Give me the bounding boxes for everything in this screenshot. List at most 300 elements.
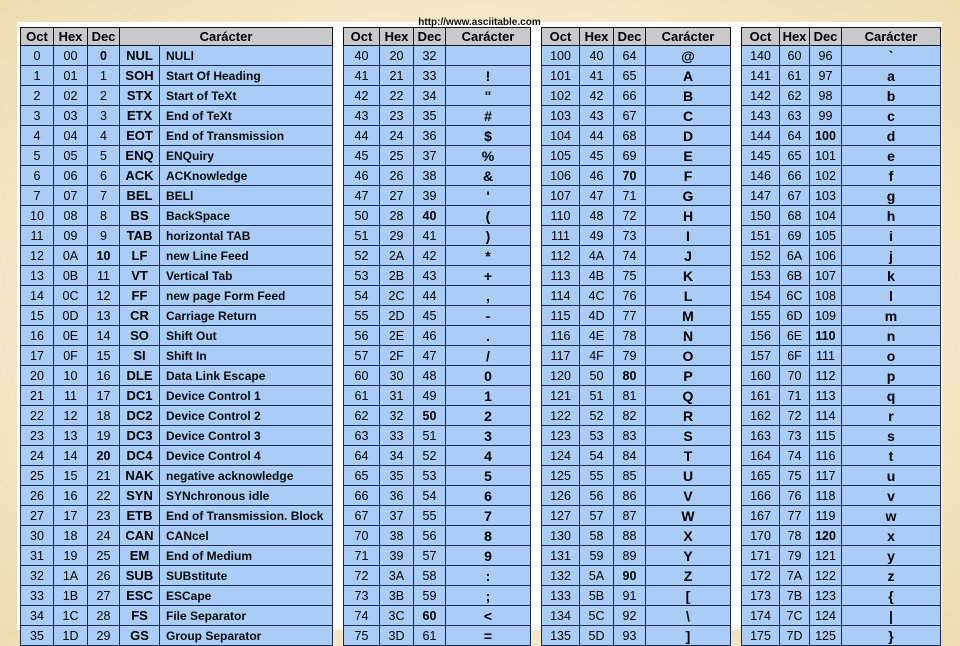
character-cell: 2 (446, 406, 531, 426)
hex-cell: 6E (780, 326, 810, 346)
dec-cell: 109 (810, 306, 842, 326)
dec-cell: 116 (810, 446, 842, 466)
dec-cell: 1 (88, 66, 120, 86)
dec-cell: 27 (88, 586, 120, 606)
dec-cell: 22 (88, 486, 120, 506)
hex-cell: 69 (780, 226, 810, 246)
table-row (542, 626, 731, 646)
table-row (344, 366, 531, 386)
oct-cell: 106 (542, 166, 580, 186)
hex-cell: 18 (54, 526, 88, 546)
table-row (344, 146, 531, 166)
table-row (21, 286, 333, 306)
oct-cell: 67 (344, 506, 380, 526)
table-row (21, 386, 333, 406)
hex-cell: 58 (580, 526, 614, 546)
dec-cell: 117 (810, 466, 842, 486)
oct-cell: 30 (21, 526, 54, 546)
oct-cell: 46 (344, 166, 380, 186)
dec-cell: 13 (88, 306, 120, 326)
control-name-cell: Device Control 2 (160, 406, 333, 426)
table-row (21, 566, 333, 586)
hex-cell: 2B (380, 266, 414, 286)
dec-cell: 4 (88, 126, 120, 146)
table-row (742, 146, 941, 166)
dec-cell: 96 (810, 46, 842, 66)
oct-cell: 115 (542, 306, 580, 326)
dec-cell: 105 (810, 226, 842, 246)
dec-cell: 35 (414, 106, 446, 126)
oct-cell: 56 (344, 326, 380, 346)
hex-cell: 36 (380, 486, 414, 506)
character-cell: X (646, 526, 731, 546)
dec-cell: 107 (810, 266, 842, 286)
oct-cell: 155 (742, 306, 780, 326)
character-cell: 7 (446, 506, 531, 526)
hex-cell: 05 (54, 146, 88, 166)
control-code-cell: SYN (120, 486, 160, 506)
character-cell: S (646, 426, 731, 446)
control-name-cell: Shift Out (160, 326, 333, 346)
character-cell: R (646, 406, 731, 426)
table-row (344, 246, 531, 266)
hex-cell: 20 (380, 46, 414, 66)
table-row (742, 586, 941, 606)
control-code-cell: NAK (120, 466, 160, 486)
table-row (742, 86, 941, 106)
dec-cell: 77 (614, 306, 646, 326)
table-row (742, 46, 941, 66)
dec-cell: 11 (88, 266, 120, 286)
table-row (344, 606, 531, 626)
hex-cell: 40 (580, 46, 614, 66)
dec-cell: 16 (88, 366, 120, 386)
table-row (344, 266, 531, 286)
character-cell: , (446, 286, 531, 306)
table-row (344, 586, 531, 606)
hex-cell: 10 (54, 366, 88, 386)
printable-table-32-61 (343, 27, 531, 646)
control-code-cell: ENQ (120, 146, 160, 166)
character-cell: 6 (446, 486, 531, 506)
oct-cell: 123 (542, 426, 580, 446)
hex-cell: 3A (380, 566, 414, 586)
oct-cell: 42 (344, 86, 380, 106)
hex-cell: 39 (380, 546, 414, 566)
oct-cell: 113 (542, 266, 580, 286)
oct-cell: 10 (21, 206, 54, 226)
dec-cell: 102 (810, 166, 842, 186)
hex-cell: 4F (580, 346, 614, 366)
dec-cell: 76 (614, 286, 646, 306)
oct-cell: 41 (344, 66, 380, 86)
hex-cell: 08 (54, 206, 88, 226)
oct-cell: 14 (21, 286, 54, 306)
hex-cell: 3C (380, 606, 414, 626)
dec-cell: 99 (810, 106, 842, 126)
column-header-hex: Hex (580, 28, 614, 46)
table-row (21, 326, 333, 346)
character-cell: o (842, 346, 941, 366)
character-cell: . (446, 326, 531, 346)
oct-cell: 151 (742, 226, 780, 246)
hex-cell: 50 (580, 366, 614, 386)
hex-cell: 22 (380, 86, 414, 106)
hex-cell: 72 (780, 406, 810, 426)
hex-cell: 6A (780, 246, 810, 266)
hex-cell: 56 (580, 486, 614, 506)
table-row (542, 86, 731, 106)
character-cell: ' (446, 186, 531, 206)
control-code-cell: ACK (120, 166, 160, 186)
hex-cell: 57 (580, 506, 614, 526)
control-code-cell: VT (120, 266, 160, 286)
control-code-cell: EM (120, 546, 160, 566)
hex-cell: 70 (780, 366, 810, 386)
dec-cell: 110 (810, 326, 842, 346)
hex-cell: 35 (380, 466, 414, 486)
dec-cell: 10 (88, 246, 120, 266)
oct-cell: 16 (21, 326, 54, 346)
dec-cell: 82 (614, 406, 646, 426)
dec-cell: 93 (614, 626, 646, 646)
control-code-cell: SOH (120, 66, 160, 86)
hex-cell: 01 (54, 66, 88, 86)
control-code-cell: CAN (120, 526, 160, 546)
hex-cell: 1D (54, 626, 88, 646)
dec-cell: 26 (88, 566, 120, 586)
character-cell: i (842, 226, 941, 246)
table-row (742, 226, 941, 246)
oct-cell: 57 (344, 346, 380, 366)
oct-cell: 64 (344, 446, 380, 466)
oct-cell: 71 (344, 546, 380, 566)
oct-cell: 21 (21, 386, 54, 406)
oct-cell: 111 (542, 226, 580, 246)
character-cell: = (446, 626, 531, 646)
table-row (742, 106, 941, 126)
dec-cell: 42 (414, 246, 446, 266)
oct-cell: 143 (742, 106, 780, 126)
dec-cell: 20 (88, 446, 120, 466)
dec-cell: 81 (614, 386, 646, 406)
oct-cell: 130 (542, 526, 580, 546)
table-row (344, 546, 531, 566)
dec-cell: 104 (810, 206, 842, 226)
oct-cell: 124 (542, 446, 580, 466)
hex-cell: 27 (380, 186, 414, 206)
character-cell: 0 (446, 366, 531, 386)
dec-cell: 115 (810, 426, 842, 446)
control-code-cell: DLE (120, 366, 160, 386)
oct-cell: 162 (742, 406, 780, 426)
table-row (21, 106, 333, 126)
table-row (542, 406, 731, 426)
character-cell: h (842, 206, 941, 226)
character-cell: z (842, 566, 941, 586)
control-name-cell: Data Link Escape (160, 366, 333, 386)
dec-cell: 69 (614, 146, 646, 166)
control-name-cell: ESCape (160, 586, 333, 606)
hex-cell: 14 (54, 446, 88, 466)
table-row (344, 626, 531, 646)
hex-cell: 5D (580, 626, 614, 646)
dec-cell: 41 (414, 226, 446, 246)
table-row (21, 586, 333, 606)
hex-cell: 63 (780, 106, 810, 126)
hex-cell: 48 (580, 206, 614, 226)
dec-cell: 54 (414, 486, 446, 506)
control-code-cell: DC4 (120, 446, 160, 466)
control-name-cell: BackSpace (160, 206, 333, 226)
dec-cell: 71 (614, 186, 646, 206)
character-cell: P (646, 366, 731, 386)
character-cell: N (646, 326, 731, 346)
dec-cell: 58 (414, 566, 446, 586)
hex-cell: 68 (780, 206, 810, 226)
oct-cell: 145 (742, 146, 780, 166)
hex-cell: 29 (380, 226, 414, 246)
hex-cell: 2D (380, 306, 414, 326)
table-row (542, 606, 731, 626)
dec-cell: 78 (614, 326, 646, 346)
control-code-cell: DC2 (120, 406, 160, 426)
table-row (542, 566, 731, 586)
oct-cell: 54 (344, 286, 380, 306)
character-cell: g (842, 186, 941, 206)
oct-cell: 154 (742, 286, 780, 306)
oct-cell: 27 (21, 506, 54, 526)
hex-cell: 67 (780, 186, 810, 206)
dec-cell: 103 (810, 186, 842, 206)
table-row (542, 166, 731, 186)
table-row (542, 346, 731, 366)
control-name-cell: Device Control 4 (160, 446, 333, 466)
dec-cell: 2 (88, 86, 120, 106)
dec-cell: 114 (810, 406, 842, 426)
dec-cell: 57 (414, 546, 446, 566)
control-name-cell: Device Control 1 (160, 386, 333, 406)
dec-cell: 50 (414, 406, 446, 426)
dec-cell: 106 (810, 246, 842, 266)
dec-cell: 52 (414, 446, 446, 466)
hex-cell: 73 (780, 426, 810, 446)
hex-cell: 5B (580, 586, 614, 606)
character-cell: l (842, 286, 941, 306)
hex-cell: 44 (580, 126, 614, 146)
character-cell: - (446, 306, 531, 326)
hex-cell: 77 (780, 506, 810, 526)
hex-cell: 60 (780, 46, 810, 66)
table-row (542, 206, 731, 226)
dec-cell: 34 (414, 86, 446, 106)
dec-cell: 59 (414, 586, 446, 606)
dec-cell: 5 (88, 146, 120, 166)
oct-cell: 17 (21, 346, 54, 366)
oct-cell: 144 (742, 126, 780, 146)
control-code-cell: ESC (120, 586, 160, 606)
column-header-character: Carácter (646, 28, 731, 46)
oct-cell: 72 (344, 566, 380, 586)
oct-cell: 51 (344, 226, 380, 246)
table-row (21, 166, 333, 186)
oct-cell: 61 (344, 386, 380, 406)
character-cell: F (646, 166, 731, 186)
table-row (21, 486, 333, 506)
hex-cell: 61 (780, 66, 810, 86)
hex-cell: 19 (54, 546, 88, 566)
column-header-oct: Oct (742, 28, 780, 46)
oct-cell: 52 (344, 246, 380, 266)
table-row (742, 206, 941, 226)
oct-cell: 110 (542, 206, 580, 226)
control-code-cell: DC3 (120, 426, 160, 446)
control-code-cell: STX (120, 86, 160, 106)
table-row (21, 466, 333, 486)
dec-cell: 112 (810, 366, 842, 386)
hex-cell: 59 (580, 546, 614, 566)
character-cell: M (646, 306, 731, 326)
table-row (21, 66, 333, 86)
table-row (344, 426, 531, 446)
hex-cell: 53 (580, 426, 614, 446)
control-code-cell: ETX (120, 106, 160, 126)
character-cell: k (842, 266, 941, 286)
dec-cell: 123 (810, 586, 842, 606)
hex-cell: 7B (780, 586, 810, 606)
control-code-cell: SUB (120, 566, 160, 586)
dec-cell: 43 (414, 266, 446, 286)
oct-cell: 152 (742, 246, 780, 266)
hex-cell: 07 (54, 186, 88, 206)
control-code-cell: LF (120, 246, 160, 266)
oct-cell: 3 (21, 106, 54, 126)
oct-cell: 134 (542, 606, 580, 626)
oct-cell: 15 (21, 306, 54, 326)
character-cell: : (446, 566, 531, 586)
table-row (742, 446, 941, 466)
table-row (344, 486, 531, 506)
character-cell: # (446, 106, 531, 126)
dec-cell: 37 (414, 146, 446, 166)
table-row (344, 406, 531, 426)
oct-cell: 53 (344, 266, 380, 286)
table-row (21, 526, 333, 546)
dec-cell: 120 (810, 526, 842, 546)
table-row (542, 146, 731, 166)
hex-cell: 4E (580, 326, 614, 346)
character-cell: a (842, 66, 941, 86)
table-row (21, 366, 333, 386)
table-row (542, 106, 731, 126)
character-cell: U (646, 466, 731, 486)
dec-cell: 85 (614, 466, 646, 486)
hex-cell: 0F (54, 346, 88, 366)
table-row (21, 126, 333, 146)
dec-cell: 97 (810, 66, 842, 86)
control-name-cell: negative acknowledge (160, 466, 333, 486)
oct-cell: 164 (742, 446, 780, 466)
table-row (344, 46, 531, 66)
table-row (542, 486, 731, 506)
table-row (344, 386, 531, 406)
table-row (542, 366, 731, 386)
table-row (344, 86, 531, 106)
table-row (542, 306, 731, 326)
hex-cell: 34 (380, 446, 414, 466)
table-row (742, 366, 941, 386)
table-row (21, 346, 333, 366)
character-cell: V (646, 486, 731, 506)
dec-cell: 47 (414, 346, 446, 366)
dec-cell: 36 (414, 126, 446, 146)
dec-cell: 108 (810, 286, 842, 306)
dec-cell: 32 (414, 46, 446, 66)
oct-cell: 107 (542, 186, 580, 206)
oct-cell: 33 (21, 586, 54, 606)
dec-cell: 51 (414, 426, 446, 446)
oct-cell: 11 (21, 226, 54, 246)
hex-cell: 02 (54, 86, 88, 106)
dec-cell: 122 (810, 566, 842, 586)
character-cell: ] (646, 626, 731, 646)
dec-cell: 0 (88, 46, 120, 66)
oct-cell: 126 (542, 486, 580, 506)
oct-cell: 141 (742, 66, 780, 86)
control-name-cell: Start of TeXt (160, 86, 333, 106)
dec-cell: 28 (88, 606, 120, 626)
oct-cell: 34 (21, 606, 54, 626)
oct-cell: 131 (542, 546, 580, 566)
hex-cell: 6D (780, 306, 810, 326)
character-cell: D (646, 126, 731, 146)
oct-cell: 122 (542, 406, 580, 426)
oct-cell: 24 (21, 446, 54, 466)
oct-cell: 165 (742, 466, 780, 486)
character-cell: d (842, 126, 941, 146)
character-cell: % (446, 146, 531, 166)
table-row (21, 186, 333, 206)
table-row (344, 526, 531, 546)
table-row (542, 286, 731, 306)
hex-cell: 51 (580, 386, 614, 406)
dec-cell: 67 (614, 106, 646, 126)
character-cell: / (446, 346, 531, 366)
hex-cell: 33 (380, 426, 414, 446)
character-cell: e (842, 146, 941, 166)
control-code-cell: SO (120, 326, 160, 346)
dec-cell: 40 (414, 206, 446, 226)
control-name-cell: Carriage Return (160, 306, 333, 326)
hex-cell: 13 (54, 426, 88, 446)
table-row (344, 206, 531, 226)
oct-cell: 2 (21, 86, 54, 106)
table-row (742, 526, 941, 546)
character-cell: * (446, 246, 531, 266)
control-code-cell: EOT (120, 126, 160, 146)
table-row (344, 566, 531, 586)
table-row (344, 106, 531, 126)
dec-cell: 14 (88, 326, 120, 346)
dec-cell: 44 (414, 286, 446, 306)
character-cell: 9 (446, 546, 531, 566)
table-row (742, 606, 941, 626)
dec-cell: 65 (614, 66, 646, 86)
hex-cell: 37 (380, 506, 414, 526)
character-cell: A (646, 66, 731, 86)
hex-cell: 12 (54, 406, 88, 426)
control-name-cell: Vertical Tab (160, 266, 333, 286)
